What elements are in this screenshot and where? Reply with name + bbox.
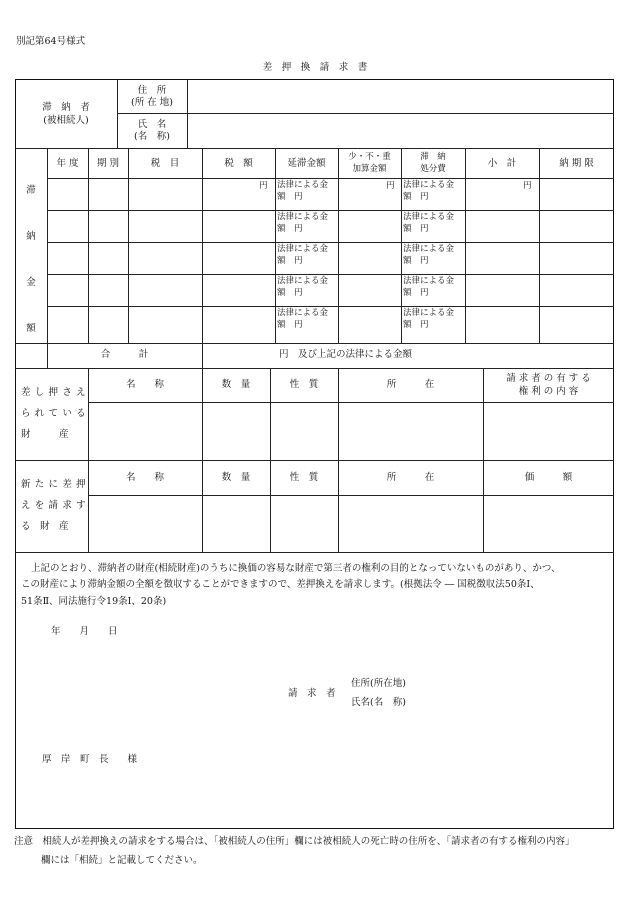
header-penalty: 少・不・重 xyxy=(348,152,391,162)
legal-amount: 法律による金 xyxy=(277,276,329,286)
rule xyxy=(47,242,614,243)
rule xyxy=(15,343,614,344)
yen-tax-amount: 円 xyxy=(259,181,268,191)
taxpayer-label-sub: (被相続人) xyxy=(43,115,89,126)
legal-amount: 法律による金 xyxy=(403,308,455,318)
rule xyxy=(47,274,614,275)
new-header-nature: 性 質 xyxy=(289,472,319,483)
taxpayer-label: 滞 納 者 xyxy=(42,102,90,113)
rule xyxy=(15,460,614,461)
legal-amount: 法律による金 xyxy=(277,244,329,254)
total-label: 合 計 xyxy=(100,349,149,360)
addressee: 厚 岸 町 長 様 xyxy=(42,754,138,765)
legal-amount: 法律による金 xyxy=(403,180,455,190)
statement-line-2: この財産により滞納金額の全額を徴収することができますので、差押換えを請求します。(根拠法令 ― 国税徴収法50条Ⅰ、 xyxy=(21,579,540,590)
legal-amount-yen: 額 円 xyxy=(277,288,303,298)
statement-line-3: 51条Ⅱ、同法施行令19条Ⅰ、20条) xyxy=(21,596,167,607)
new-header-quantity: 数 量 xyxy=(221,472,251,483)
rule xyxy=(88,402,614,403)
header-due-date: 納 期 限 xyxy=(559,158,594,169)
page-title: 差 押 換 請 求 書 xyxy=(262,62,368,73)
legal-amount-yen: 額 円 xyxy=(277,320,303,330)
seized-header-quantity: 数 量 xyxy=(221,379,251,390)
rule xyxy=(15,148,614,149)
header-subtotal: 小 計 xyxy=(487,158,517,169)
rule xyxy=(47,306,614,307)
seized-header-name: 名 称 xyxy=(125,379,164,390)
seized-header-rights-sub: 権 利 の 内 容 xyxy=(518,386,579,397)
seized-label-3: 財 産 xyxy=(21,429,69,440)
legal-amount-yen: 額 円 xyxy=(277,192,303,202)
new-header-name: 名 称 xyxy=(125,472,164,483)
header-period: 期 別 xyxy=(96,158,120,169)
requester-name-label: 氏名(名 称) xyxy=(351,697,406,708)
header-penalty-sub: 加算金額 xyxy=(352,164,387,174)
arrears-side-label-2: 納 xyxy=(26,231,36,242)
seized-label-2: られている xyxy=(21,408,90,419)
legal-amount-yen: 額 円 xyxy=(403,192,429,202)
arrears-side-label-3: 金 xyxy=(26,277,36,288)
date-label: 年 月 日 xyxy=(51,626,118,637)
arrears-side-label-4: 額 xyxy=(26,323,36,334)
requester-address-label: 住所(所在地) xyxy=(351,678,406,689)
statement-line-1: 上記のとおり、滞納者の財産(相続財産)のうちに換価の容易な財産で第三者の権利の目的となっていないものがあり、かつ、 xyxy=(31,563,561,574)
arrears-side-label-1: 滞 xyxy=(26,185,36,196)
header-year: 年 度 xyxy=(56,158,79,169)
seized-header-location: 所 在 xyxy=(386,379,435,390)
name-label: 氏 名 xyxy=(137,119,167,130)
yen-penalty: 円 xyxy=(386,181,395,191)
form-number: 別記第64号様式 xyxy=(16,36,86,47)
seized-header-nature: 性 質 xyxy=(289,379,319,390)
new-header-value: 価 額 xyxy=(524,472,573,483)
legal-amount: 法律による金 xyxy=(277,180,329,190)
legal-amount-yen: 額 円 xyxy=(277,256,303,266)
legal-amount: 法律による金 xyxy=(277,308,329,318)
taxpayer-name-field[interactable] xyxy=(189,115,612,147)
header-disposition: 滞 納 xyxy=(420,152,446,162)
legal-amount-yen: 額 円 xyxy=(403,288,429,298)
new-label-3: る 財 産 xyxy=(21,521,69,532)
total-text: 円 及び上記の法律による金額 xyxy=(279,349,413,360)
legal-amount-yen: 額 円 xyxy=(403,224,429,234)
rule xyxy=(47,210,614,211)
taxpayer-address-field[interactable] xyxy=(189,81,612,112)
note-line-1: 注意 相続人が差押換えの請求をする場合は、「被相続人の住所」欄には被相続人の死亡時の住所を、「請求者の有する権利の内容」 xyxy=(14,836,575,847)
seized-header-rights: 請 求 者 の 有 す る xyxy=(506,373,591,384)
rule xyxy=(88,495,614,496)
yen-subtotal: 円 xyxy=(523,181,532,191)
rule xyxy=(15,368,614,369)
legal-amount-yen: 額 円 xyxy=(277,224,303,234)
name-label-sub: (名 称) xyxy=(134,131,170,142)
legal-amount-yen: 額 円 xyxy=(403,256,429,266)
note-line-2: 欄には「相続」と記載してください。 xyxy=(41,855,203,866)
legal-amount: 法律による金 xyxy=(403,276,455,286)
header-tax-item: 税 目 xyxy=(150,158,180,169)
legal-amount: 法律による金 xyxy=(403,212,455,222)
legal-amount-yen: 額 円 xyxy=(403,320,429,330)
new-label-2: えを請求す xyxy=(21,500,90,511)
header-tax-amount: 税 額 xyxy=(224,158,253,169)
new-label-1: 新たに差押 xyxy=(21,479,90,490)
seized-label-1: 差し押さえ xyxy=(21,387,90,398)
rule xyxy=(117,113,614,114)
header-disposition-sub: 処分費 xyxy=(420,164,446,174)
new-header-location: 所 在 xyxy=(386,472,435,483)
rule xyxy=(187,80,188,148)
rule xyxy=(47,148,48,368)
legal-amount: 法律による金 xyxy=(403,244,455,254)
rule xyxy=(202,148,203,368)
rule xyxy=(15,552,614,553)
address-label-sub: (所 在 地) xyxy=(131,97,173,108)
header-delinquency: 延滞金額 xyxy=(287,158,326,169)
address-label: 住 所 xyxy=(137,85,167,96)
legal-amount: 法律による金 xyxy=(277,212,329,222)
requester-label: 請 求 者 xyxy=(288,688,336,699)
rule xyxy=(47,178,614,179)
